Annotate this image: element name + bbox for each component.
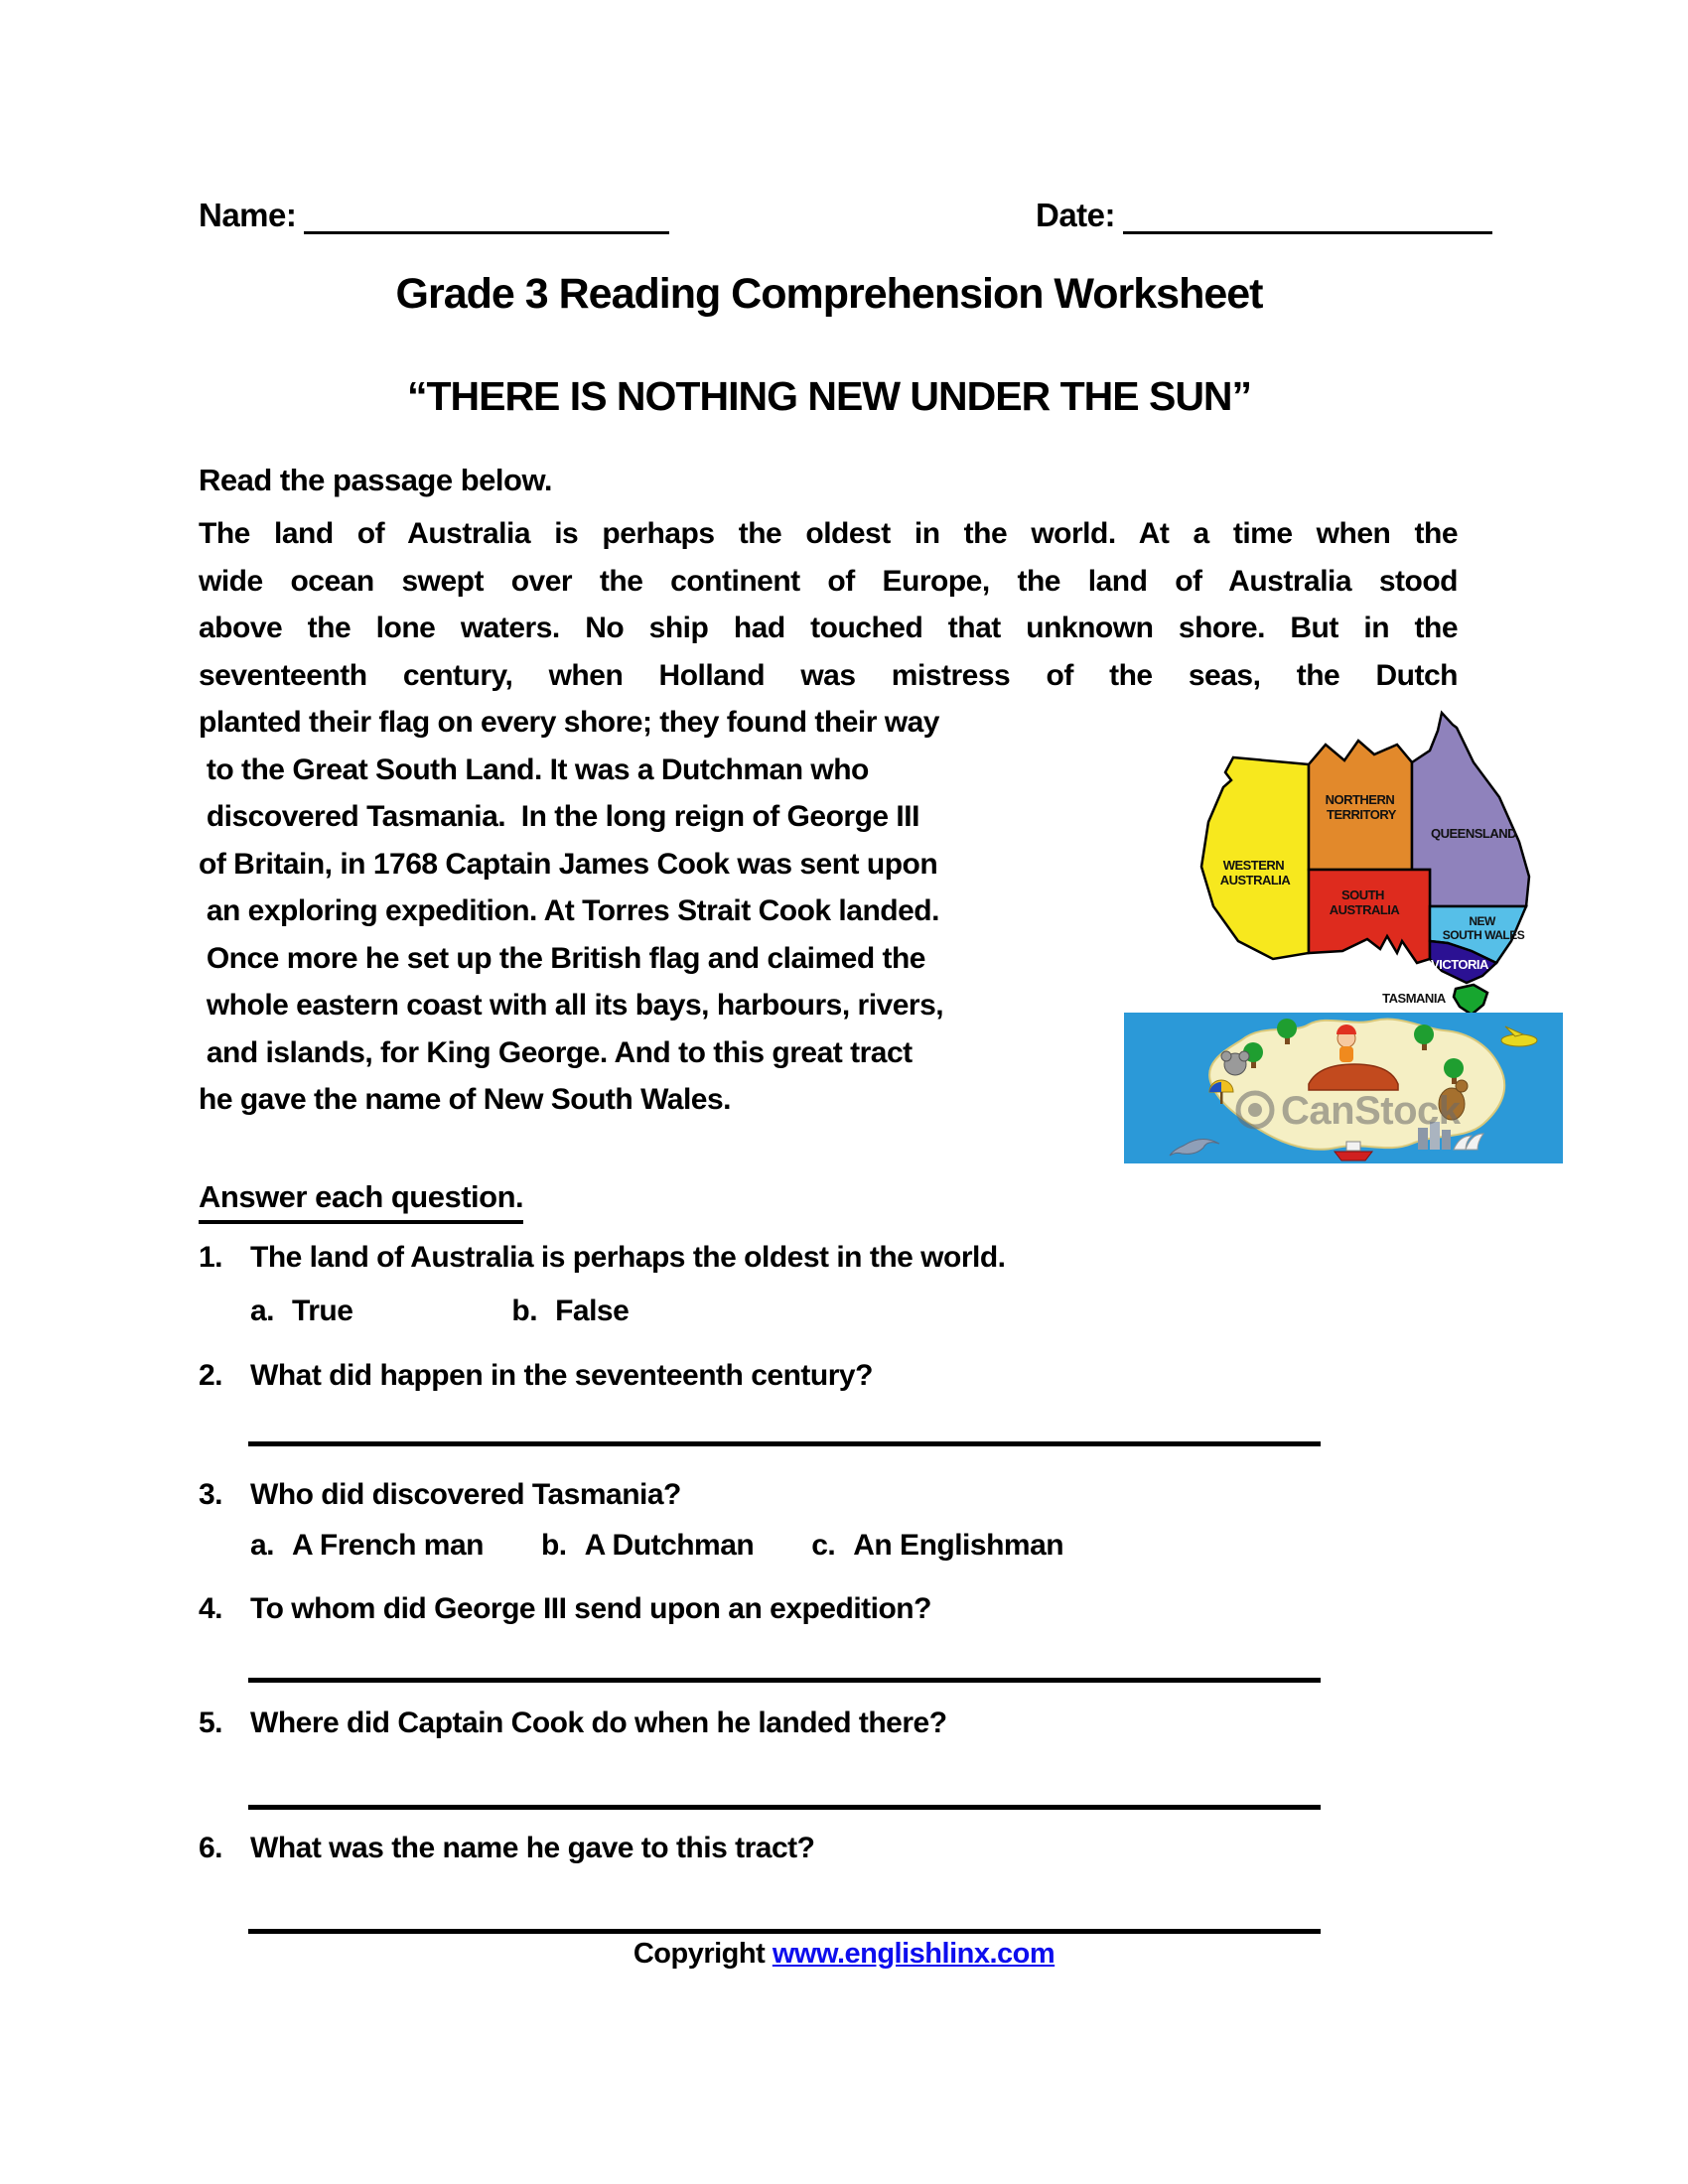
page-subtitle: “THERE IS NOTHING NEW UNDER THE SUN” bbox=[406, 373, 1252, 419]
option-c[interactable]: c. An Englishman bbox=[811, 1529, 1064, 1562]
passage-line: of Britain, in 1768 Captain James Cook was sent upon bbox=[199, 847, 938, 881]
question-3-options bbox=[250, 1522, 1063, 1569]
name-label: Name: bbox=[199, 197, 297, 233]
read-instruction: Read the passage below. bbox=[199, 463, 553, 497]
passage-line: seventeenth century, when Holland was mistress of the seas, the Dutch bbox=[199, 658, 1458, 692]
name-field-group bbox=[199, 197, 669, 234]
region-label: NEW SOUTH WALES bbox=[1442, 914, 1525, 942]
option-b[interactable]: b. A Dutchman bbox=[540, 1529, 755, 1562]
question-6 bbox=[199, 1825, 814, 1871]
region-label: WESTERN AUSTRALIA bbox=[1219, 858, 1291, 887]
region-label: SOUTH AUSTRALIA bbox=[1329, 887, 1400, 917]
question-4-answer-line[interactable] bbox=[248, 1678, 1321, 1683]
boy-figure-icon bbox=[1336, 1024, 1356, 1062]
page-title: Grade 3 Reading Comprehension Worksheet bbox=[395, 270, 1263, 318]
date-blank-line bbox=[1123, 198, 1492, 234]
copyright-label: Copyright bbox=[633, 1938, 766, 1970]
passage-line: above the lone waters. No ship had touched that unknown shore. But in the bbox=[199, 612, 1458, 644]
region-label: VICTORIA bbox=[1431, 957, 1488, 972]
question-3 bbox=[199, 1471, 681, 1518]
region-tasmania bbox=[1454, 985, 1487, 1015]
date-field-group bbox=[1036, 197, 1492, 234]
question-number: 6. bbox=[199, 1832, 223, 1864]
passage-line: whole eastern coast with all its bays, harbours, rivers, bbox=[199, 989, 944, 1022]
question-number: 5. bbox=[199, 1706, 223, 1739]
australia-cartoon-image bbox=[1124, 1013, 1563, 1163]
question-text: To whom did George III send upon an expedition? bbox=[250, 1592, 931, 1625]
question-number: 2. bbox=[199, 1359, 223, 1392]
australia-states-map-image bbox=[1114, 703, 1573, 1019]
passage-line: planted their flag on every shore; they found their way bbox=[199, 706, 939, 739]
question-text: Where did Captain Cook do when he landed there? bbox=[250, 1706, 947, 1739]
question-number: 1. bbox=[199, 1241, 223, 1274]
question-2 bbox=[199, 1352, 873, 1399]
question-5-answer-line[interactable] bbox=[248, 1805, 1321, 1810]
region-label: NORTHERN TERRITORY bbox=[1325, 792, 1396, 822]
passage-line: The land of Australia is perhaps the oldest in the world. At a time when the bbox=[199, 517, 1458, 550]
englishlinx-link[interactable]: www.englishlinx.com bbox=[772, 1938, 1055, 1970]
passage-line: and islands, for King George. And to this great tract bbox=[199, 1035, 913, 1069]
question-number: 4. bbox=[199, 1592, 223, 1625]
question-text: What did happen in the seventeenth century? bbox=[250, 1359, 873, 1392]
question-1 bbox=[199, 1234, 1006, 1281]
name-blank-line bbox=[304, 198, 669, 234]
question-text: The land of Australia is perhaps the oldest in the world. bbox=[250, 1241, 1006, 1274]
passage-line: wide ocean swept over the continent of Europe, the land of Australia stood bbox=[199, 564, 1458, 598]
option-a[interactable]: a. True bbox=[250, 1295, 353, 1327]
svg-text:CanStock: CanStock bbox=[1281, 1089, 1461, 1133]
option-b[interactable]: b. False bbox=[511, 1295, 630, 1327]
question-2-answer-line[interactable] bbox=[248, 1441, 1321, 1446]
option-a[interactable]: a. A French man bbox=[250, 1529, 484, 1562]
passage-line: discovered Tasmania. In the long reign of George III bbox=[199, 800, 919, 833]
passage-line: Once more he set up the British flag and claimed the bbox=[199, 941, 925, 975]
passage-full-width bbox=[199, 510, 1458, 699]
region-label: QUEENSLAND bbox=[1430, 826, 1517, 841]
passage-line: an exploring expedition. At Torres Strait Cook landed. bbox=[199, 894, 939, 927]
passage-line: to the Great South Land. It was a Dutchman who bbox=[199, 752, 869, 786]
question-number: 3. bbox=[199, 1478, 223, 1511]
passage-wrapped-column bbox=[199, 699, 1122, 1124]
question-text: What was the name he gave to this tract? bbox=[250, 1832, 815, 1864]
question-1-options bbox=[250, 1288, 629, 1334]
question-4 bbox=[199, 1585, 931, 1632]
question-6-answer-line[interactable] bbox=[248, 1929, 1321, 1934]
answer-instruction: Answer each question. bbox=[199, 1179, 523, 1224]
region-label: TASMANIA bbox=[1382, 991, 1446, 1006]
footer bbox=[0, 1938, 1688, 1971]
question-5 bbox=[199, 1700, 947, 1746]
question-text: Who did discovered Tasmania? bbox=[250, 1478, 681, 1511]
date-label: Date: bbox=[1036, 197, 1116, 233]
passage-line: he gave the name of New South Wales. bbox=[199, 1083, 732, 1116]
